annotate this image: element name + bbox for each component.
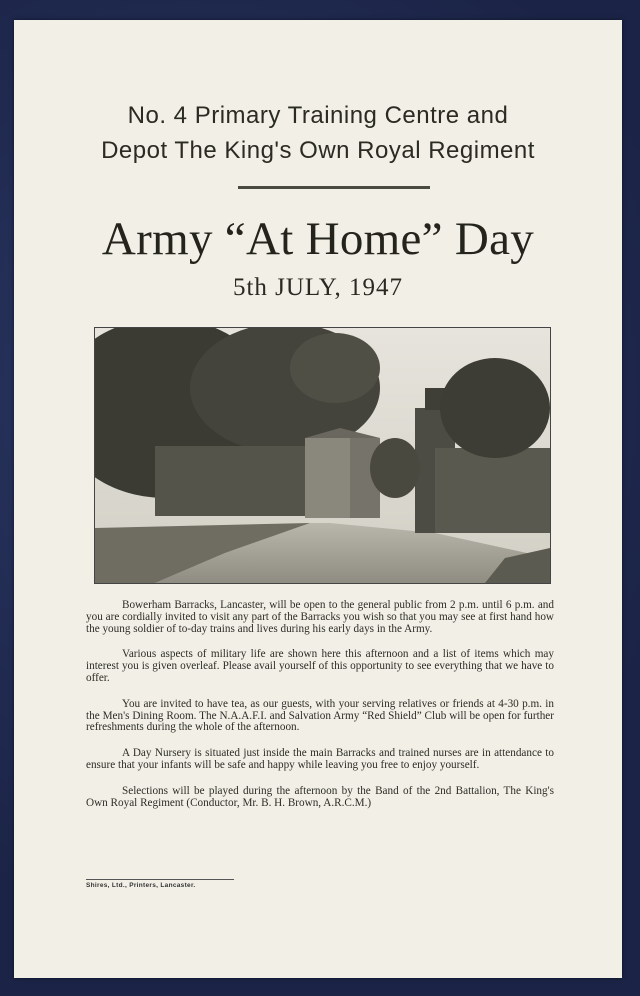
- printer-imprint: Shires, Ltd., Printers, Lancaster.: [86, 882, 196, 889]
- barracks-photo: [94, 327, 551, 584]
- event-title: Army “At Home” Day: [101, 213, 535, 265]
- body-text: [86, 600, 554, 823]
- leaflet-page: [14, 20, 622, 978]
- paragraph-2: Various aspects of military life are shown here this afternoon and a list of items which may interest you is given overleaf. Please avail yourself of this opportunity to see everything that we have to offer.: [86, 648, 554, 684]
- paragraph-5: Selections will be played during the afternoon by the Band of the 2nd Battalion, The King's Own Royal Regiment (Conductor, Mr. B. H. Brown, A.R.C.M.): [86, 784, 554, 809]
- regiment-heading: [14, 98, 622, 168]
- heading-divider: [238, 186, 430, 189]
- paragraph-3: You are invited to have tea, as our guests, with your serving relatives or friends at 4-30 p.m. in the Men's Dining Room. The N.A.A.F.I. and Salvation Army “Red Shield” Club will be open for further refreshments during the whole of the afternoon.: [86, 697, 554, 734]
- heading-line-1: No. 4 Primary Training Centre and: [127, 102, 509, 129]
- printer-divider: [86, 879, 234, 880]
- paragraph-1: Bowerham Barracks, Lancaster, will be open to the general public from 2 p.m. until 6 p.m. and you are cordially invited to visit any part of the Barracks you wish so that you may see at first hand how the young soldier of to-day trains and lives during his early days in the Army.: [86, 599, 554, 635]
- event-date: 5th JULY, 1947: [232, 274, 404, 301]
- heading-line-2: Depot The King's Own Royal Regiment: [101, 137, 535, 164]
- paragraph-4: A Day Nursery is situated just inside the main Barracks and trained nurses are in attendance to ensure that your infants will be safe and happy while leaving you free to enjoy yourself.: [86, 747, 554, 771]
